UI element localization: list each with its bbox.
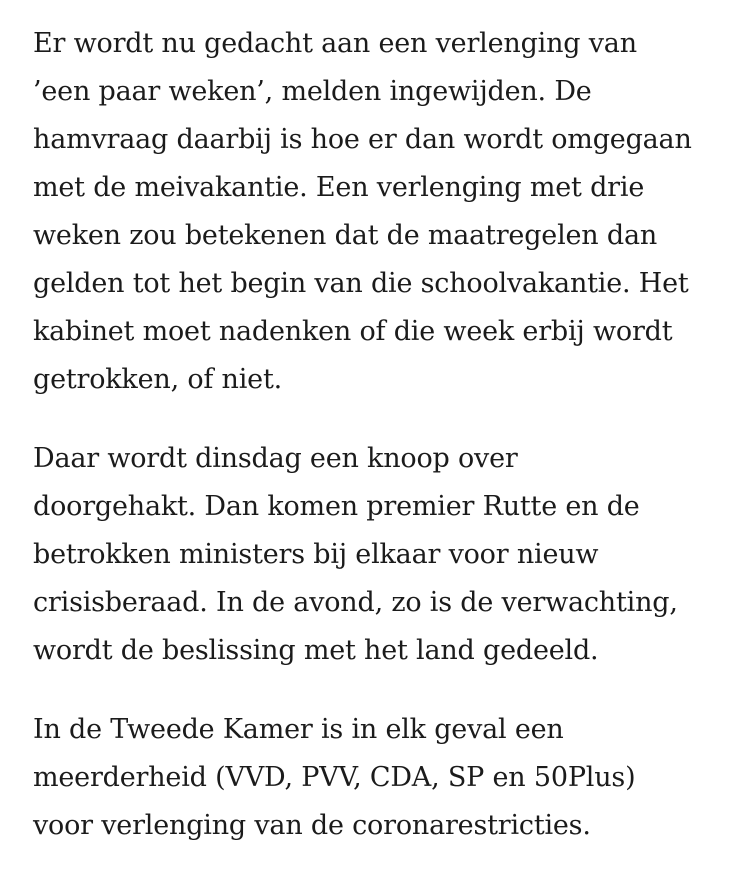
text-line: crisisberaad. In de avond, zo is de verwachting, <box>33 587 678 618</box>
article-body <box>33 20 733 881</box>
paragraph <box>33 435 733 675</box>
text-line: hamvraag daarbij is hoe er dan wordt omgegaan <box>33 124 692 155</box>
text-line: In de Tweede Kamer is in elk geval een <box>33 714 564 745</box>
text-line: Er wordt nu gedacht aan een verlenging van <box>33 28 637 59</box>
paragraph <box>33 706 733 850</box>
text-line: weken zou betekenen dat de maatregelen dan <box>33 220 658 251</box>
text-line: Daar wordt dinsdag een knoop over <box>33 443 518 474</box>
text-line: betrokken ministers bij elkaar voor nieuw <box>33 539 599 570</box>
text-line: met de meivakantie. Een verlenging met drie <box>33 172 645 203</box>
text-line: kabinet moet nadenken of die week erbij wordt <box>33 316 673 347</box>
text-line: meerderheid (VVD, PVV, CDA, SP en 50Plus) <box>33 762 636 793</box>
text-line: ’een paar weken’, melden ingewijden. De <box>33 76 592 107</box>
text-line: getrokken, of niet. <box>33 364 282 395</box>
text-line: wordt de beslissing met het land gedeeld. <box>33 635 599 666</box>
paragraph <box>33 20 733 404</box>
text-line: voor verlenging van de coronarestricties. <box>33 810 591 841</box>
text-line: gelden tot het begin van die schoolvakantie. Het <box>33 268 689 299</box>
text-line: doorgehakt. Dan komen premier Rutte en de <box>33 491 640 522</box>
